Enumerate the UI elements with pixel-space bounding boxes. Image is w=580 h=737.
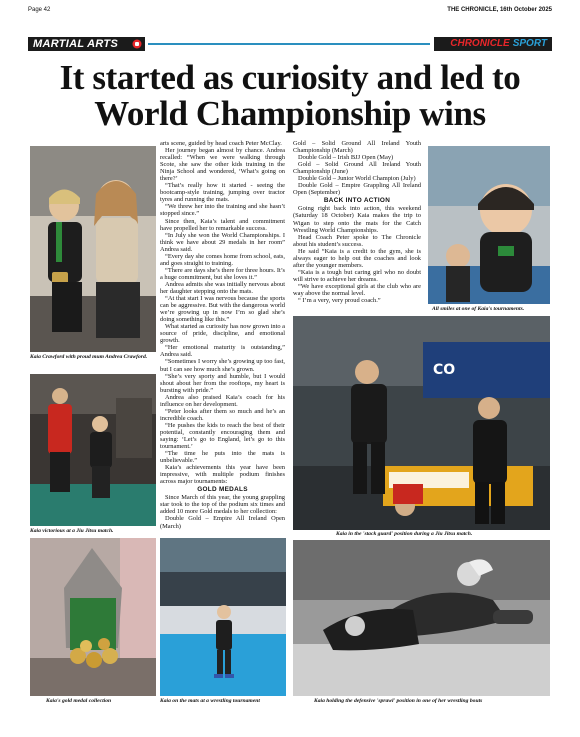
col3-p6: Going right back into action, this weekend (Saturday 18 October) Kaia makes the trip to Wigan to step onto the mats for the Catch Wrestling World Championships. <box>293 205 421 234</box>
col2-p15: Andrea also praised Kaia’s coach for his influence on her development. <box>160 393 285 408</box>
page-number: Page 42 <box>28 7 51 13</box>
chronicle-label: CHRONICLE <box>450 38 510 49</box>
col3-p8: He said “Kaia is a credit to the gym, she is always eager to help out the coaches and look after the younger members. <box>293 247 421 269</box>
section-bar <box>28 37 552 51</box>
col2-p6: “In July she won the World Championships. I think we have about 29 medals in her room” Andrea said. <box>160 231 285 253</box>
col2-p13: “Sometimes I worry she’s growing up too fast, but I can see how much she’s grown. <box>160 358 285 373</box>
svg-text:CO: CO <box>433 362 456 378</box>
section-label-chronicle-sport <box>434 37 552 51</box>
photo-all-smiles <box>428 146 550 304</box>
col3-p3: Gold – Solid Ground All Ireland Youth Championship (June) <box>293 161 421 176</box>
col2-p14: “She’s very sporty and humble, but I would shout about her from the rooftops, my heart is bursting with pride.” <box>160 372 285 394</box>
caption-sprawl: Kaia holding the defensive 'sprawl' position in one of her wrestling bouts <box>314 698 483 704</box>
col2-p2: Her journey began almost by chance. Andrea recalled: “When we were walking through Scote, she saw the other kids training in the Ninja School and wondered, ‘What’s going on there?’ <box>160 147 285 183</box>
subhead-back-into-action: BACK INTO ACTION <box>323 197 391 205</box>
headline: It started as curiosity and led to World Championship wins <box>59 58 521 133</box>
caption-victorious: Kaia victorious at a Jiu Jitsu match. <box>30 528 114 534</box>
col2-p9: Andrea admits she was initially nervous about her daughter stepping onto the mats. <box>160 280 285 295</box>
page-header <box>28 7 552 17</box>
caption-stack-guard: Kaia in the 'stack guard' position during a Jiu Jitsu match. <box>336 531 473 537</box>
subhead-gold-medals: GOLD MEDALS <box>197 486 248 494</box>
article-col-middle <box>160 140 285 530</box>
col2-p4: “We threw her into the training and she hasn’t stopped since.” <box>160 203 285 218</box>
col3-p7: Head Coach Peter spoke to The Chronicle about his student’s success. <box>293 233 421 248</box>
col3-p4: Double Gold – Junior World Champion (July) <box>298 175 416 183</box>
section-divider <box>148 43 430 45</box>
col2-p5: Since then, Kaia’s talent and commitment have propelled her to remarkable success. <box>160 217 285 232</box>
fist-icon <box>132 39 142 49</box>
caption-medals: Kaia's gold medal collection <box>46 698 112 704</box>
col2-p18: “The time he puts into the mats is unbelievable.” <box>160 450 285 465</box>
caption-smiles: All smiles at one of Kaia's tournaments. <box>432 306 525 312</box>
photo-stack-guard <box>293 316 550 530</box>
col2-p19: Kaia’s achievements this year have been impressive, with multiple podium finishes across major tournaments: <box>160 464 285 486</box>
col3-p1: Gold – Solid Ground All Ireland Youth Championship (March) <box>293 140 421 155</box>
publication-date: THE CHRONICLE, 16th October 2025 <box>447 7 552 13</box>
col3-p2: Double Gold – Irish BJJ Open (May) <box>298 154 394 162</box>
col2-p1: arts scene, guided by head coach Peter McClay. <box>160 140 282 147</box>
caption-mum: Kaia Crawford with proud mum Andrea Crawford. <box>30 354 148 360</box>
col3-p10: “We have exceptional girls at the club who are way above the normal level. <box>293 282 421 297</box>
col2-p17: “He pushes the kids to reach the best of their potential, constantly encouraging them and saying: ‘Let’s go to England, let’s go to this tournament.’ <box>160 421 285 451</box>
section-label-martial-arts <box>28 37 145 51</box>
col2-p8: “There are days she’s there for three hours. It’s a huge commitment, but she loves it.” <box>160 266 285 281</box>
photo-kaia-victorious <box>30 374 156 526</box>
photo-sprawl <box>293 540 550 696</box>
article-col-right <box>293 140 421 304</box>
col3-p5: Double Gold – Empire Grappling All Ireland Open (September) <box>293 182 421 197</box>
sport-label: SPORT <box>512 38 547 49</box>
col2-p21: Double Gold – Empire All Ireland Open (March) <box>160 515 285 530</box>
col2-p10: “At that start I was nervous because the sports can be aggressive. But with the dangerous world we’re growing up in now I’m so glad she’s doing something like this.” <box>160 295 285 324</box>
col3-p9: “Kaia is a tough but caring girl who no doubt will strive to achieve her dreams. <box>293 268 421 283</box>
section-label-text: MARTIAL ARTS <box>33 38 119 50</box>
photo-kaia-on-mats <box>160 538 286 696</box>
caption-mats: Kaia on the mats at a wrestling tournament <box>160 698 260 704</box>
col2-p3: “That’s really how it started - seeing the bootcamp-style training, jumping over tractor tyres and running the mats. <box>160 182 285 204</box>
col2-p12: “Her emotional maturity is outstanding,” Andrea said. <box>160 344 285 359</box>
col2-p7: “Every day she comes home from school, eats, and goes straight to training. <box>160 252 285 267</box>
col2-p20: Since March of this year, the young grappling star took to the top of the podium six times and added 10 more Gold medals to her collection: <box>160 494 285 516</box>
col2-p11: What started as curiosity has now grown into a source of pride, discipline, and emotional growth. <box>160 323 285 345</box>
photo-kaia-with-mum <box>30 146 156 352</box>
photo-gold-medals <box>30 538 156 696</box>
col3-p11: “ I’m a very, very proud coach.” <box>298 297 381 305</box>
col2-p16: “Peter looks after them so much and he’s an incredible coach. <box>160 407 285 422</box>
